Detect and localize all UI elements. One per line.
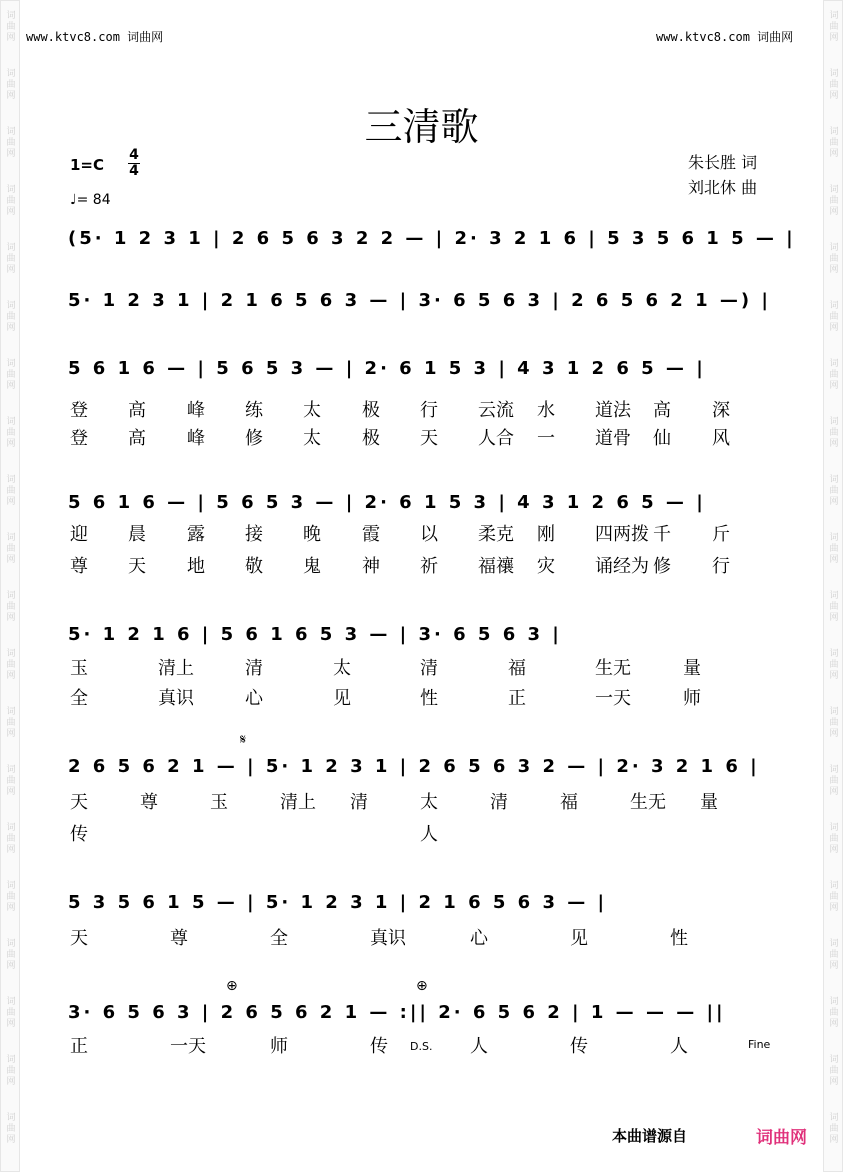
notes: 3· 6 5 6 3 | 2 6 5 6 2 1 — :|| 2· 6 5 6 2 | 1 — — — || — [68, 1002, 726, 1023]
lyric-syllable: 正 — [508, 688, 526, 709]
lyric-syllable: 人合 — [478, 428, 514, 449]
notes: 5 6 1 6 — | 5 6 5 3 — | 2· 6 1 5 3 | 4 3 1 2 6 5 — | — [68, 492, 706, 513]
lyric-syllable: 行 — [420, 400, 438, 421]
lyric-syllable: 登 — [70, 400, 88, 421]
lyric-syllable: 天 — [128, 556, 146, 577]
lyric-syllable: 高 — [128, 400, 146, 421]
lyric-syllable: 尊 — [140, 792, 158, 813]
lyric-syllable: 祈 — [420, 556, 438, 577]
time-signature — [128, 148, 140, 179]
lyric-syllable: 极 — [362, 428, 380, 449]
lyric-syllable: 福禳 — [478, 556, 514, 577]
watermark-text: 词曲网 — [829, 823, 839, 855]
segno-mark: 𝄋 — [240, 732, 247, 748]
lyric-syllable: 云流 — [478, 400, 514, 421]
watermark-text: 词曲网 — [829, 997, 839, 1029]
lyric-syllable: 地 — [187, 556, 205, 577]
lyric-syllable: 接 — [245, 524, 263, 545]
notes: 5· 1 2 3 1 | 2 1 6 5 6 3 — | 3· 6 5 6 3 | 2 6 5 6 2 1 —) | — [68, 290, 771, 311]
lyric-syllable: 行 — [712, 556, 730, 577]
lyric-syllable: 太 — [303, 428, 321, 449]
watermark-text: 词曲网 — [829, 243, 839, 275]
source-label: 本曲谱源自 — [612, 1127, 688, 1145]
ds-mark: D.S. — [410, 1040, 433, 1053]
watermark-text: 词曲网 — [6, 1055, 16, 1087]
lyric-syllable: 诵经为 — [595, 556, 649, 577]
lyric-syllable: 极 — [362, 400, 380, 421]
site-url-left[interactable]: www.ktvc8.com 词曲网 — [26, 30, 164, 44]
lyric-syllable: 道骨 — [595, 428, 631, 449]
watermark-text: 词曲网 — [829, 1113, 839, 1145]
watermark-text: 词曲网 — [829, 939, 839, 971]
lyric-syllable: 清 — [350, 792, 368, 813]
lyric-syllable: 天 — [420, 428, 438, 449]
lyric-syllable: 玉 — [70, 658, 88, 679]
lyric-syllable: 尊 — [170, 928, 188, 949]
lyric-syllable: 以 — [420, 524, 438, 545]
time-top: 4 — [129, 147, 139, 163]
lyric-syllable: 风 — [712, 428, 730, 449]
lyric-syllable: 敬 — [245, 556, 263, 577]
watermark-text: 词曲网 — [6, 417, 16, 449]
music-line-1 — [62, 220, 796, 260]
watermark-text: 词曲网 — [6, 939, 16, 971]
lyricist-credit: 朱长胜 词 — [688, 153, 758, 172]
lyrics-line-5-verse1 — [62, 654, 784, 678]
lyric-syllable: 清 — [420, 658, 438, 679]
lyric-syllable: 修 — [245, 428, 263, 449]
lyric-syllable: 量 — [700, 792, 718, 813]
lyric-syllable: 心 — [470, 928, 488, 949]
lyric-syllable: 清上 — [158, 658, 194, 679]
lyric-syllable: 高 — [653, 400, 671, 421]
watermark-text: 词曲网 — [6, 1113, 16, 1145]
lyric-syllable: 天 — [70, 928, 88, 949]
watermark-text: 词曲网 — [6, 533, 16, 565]
watermark-text: 词曲网 — [6, 765, 16, 797]
notes: 5 6 1 6 — | 5 6 5 3 — | 2· 6 1 5 3 | 4 3 1 2 6 5 — | — [68, 358, 706, 379]
lyric-syllable: 清 — [245, 658, 263, 679]
watermark-text: 词曲网 — [6, 881, 16, 913]
music-line-7 — [62, 884, 784, 924]
lyric-syllable: 清 — [490, 792, 508, 813]
lyric-syllable: 霞 — [362, 524, 380, 545]
lyric-syllable: 正 — [70, 1036, 88, 1057]
watermark-text: 词曲网 — [829, 475, 839, 507]
watermark-text: 词曲网 — [6, 127, 16, 159]
watermark-text: 词曲网 — [829, 649, 839, 681]
music-line-4 — [62, 484, 784, 524]
lyrics-line-3-verse2 — [62, 424, 784, 448]
watermark-text: 词曲网 — [829, 127, 839, 159]
lyric-syllable: 练 — [245, 400, 263, 421]
lyric-syllable: 福 — [508, 658, 526, 679]
lyric-syllable: 深 — [712, 400, 730, 421]
lyric-syllable: 人 — [470, 1036, 488, 1057]
watermark-text: 词曲网 — [6, 997, 16, 1029]
watermark-text: 词曲网 — [6, 185, 16, 217]
music-line-3 — [62, 350, 784, 390]
lyric-syllable: 传 — [70, 824, 88, 845]
lyric-syllable: 露 — [187, 524, 205, 545]
composer-credit: 刘北休 曲 — [688, 178, 758, 197]
watermark-text: 词曲网 — [6, 11, 16, 43]
time-bottom: 4 — [129, 163, 139, 179]
lyrics-line-3-verse1 — [62, 396, 784, 420]
coda-mark-2: ⊕ — [416, 978, 428, 994]
music-line-5 — [62, 616, 784, 656]
lyric-syllable: 峰 — [187, 428, 205, 449]
lyric-syllable: 太 — [303, 400, 321, 421]
watermark-text: 词曲网 — [6, 649, 16, 681]
watermark-text: 词曲网 — [6, 359, 16, 391]
music-line-6 — [62, 748, 784, 788]
watermark-text: 词曲网 — [829, 359, 839, 391]
lyric-syllable: 太 — [420, 792, 438, 813]
lyric-syllable: 高 — [128, 428, 146, 449]
lyrics-line-7-verse1 — [62, 924, 784, 948]
lyric-syllable: 性 — [420, 688, 438, 709]
lyric-syllable: 传 — [370, 1036, 388, 1057]
watermark-text: 词曲网 — [829, 881, 839, 913]
watermark-text: 词曲网 — [829, 1055, 839, 1087]
lyric-syllable: 生无 — [630, 792, 666, 813]
brand-link[interactable]: 词曲网 — [756, 1128, 807, 1148]
music-line-8 — [62, 994, 784, 1034]
lyric-syllable: 生无 — [595, 658, 631, 679]
watermark-text: 词曲网 — [829, 11, 839, 43]
tempo-value: = 84 — [76, 192, 111, 208]
lyric-syllable: 全 — [70, 688, 88, 709]
tempo-marking — [70, 192, 111, 208]
notes: (5· 1 2 3 1 | 2 6 5 6 3 2 2 — | 2· 3 2 1 6 | 5 3 5 6 1 5 — | — [68, 228, 796, 249]
left-watermark-strip — [0, 0, 20, 1172]
lyric-syllable: 玉 — [210, 792, 228, 813]
lyric-syllable: 仙 — [653, 428, 671, 449]
lyric-syllable: 性 — [670, 928, 688, 949]
lyric-syllable: 峰 — [187, 400, 205, 421]
lyric-syllable: 真识 — [370, 928, 406, 949]
song-title: 三清歌 — [364, 105, 479, 149]
watermark-text: 词曲网 — [6, 243, 16, 275]
notes: 5 3 5 6 1 5 — | 5· 1 2 3 1 | 2 1 6 5 6 3 — | — [68, 892, 608, 913]
lyrics-line-6-verse2 — [62, 820, 784, 844]
lyrics-line-5-verse2 — [62, 684, 784, 708]
lyric-syllable: 鬼 — [303, 556, 321, 577]
lyric-syllable: 人 — [420, 824, 438, 845]
lyric-syllable: 千 — [653, 524, 671, 545]
lyric-syllable: 见 — [570, 928, 588, 949]
notes: 2 6 5 6 2 1 — | 5· 1 2 3 1 | 2 6 5 6 3 2 — | 2· 3 2 1 6 | — [68, 756, 760, 777]
lyric-syllable: 清上 — [280, 792, 316, 813]
watermark-text: 词曲网 — [6, 591, 16, 623]
lyric-syllable: 师 — [270, 1036, 288, 1057]
site-url-right[interactable]: www.ktvc8.com 词曲网 — [656, 30, 794, 44]
lyric-syllable: 全 — [270, 928, 288, 949]
watermark-text: 词曲网 — [829, 69, 839, 101]
coda-mark-1: ⊕ — [226, 978, 238, 994]
watermark-text: 词曲网 — [829, 417, 839, 449]
notes: 5· 1 2 1 6 | 5 6 1 6 5 3 — | 3· 6 5 6 3 | — [68, 624, 562, 645]
lyric-syllable: 道法 — [595, 400, 631, 421]
lyric-syllable: 量 — [683, 658, 701, 679]
lyric-syllable: 柔克 — [478, 524, 514, 545]
lyric-syllable: 真识 — [158, 688, 194, 709]
right-watermark-strip — [823, 0, 843, 1172]
watermark-text: 词曲网 — [6, 69, 16, 101]
watermark-text: 词曲网 — [829, 533, 839, 565]
watermark-text: 词曲网 — [6, 475, 16, 507]
lyric-syllable: 四两拨 — [595, 524, 649, 545]
watermark-text: 词曲网 — [829, 591, 839, 623]
watermark-text: 词曲网 — [829, 765, 839, 797]
watermark-text: 词曲网 — [6, 707, 16, 739]
lyric-syllable: 天 — [70, 792, 88, 813]
lyric-syllable: 斤 — [712, 524, 730, 545]
lyric-syllable: 晨 — [128, 524, 146, 545]
watermark-text: 词曲网 — [6, 301, 16, 333]
lyric-syllable: 一天 — [595, 688, 631, 709]
lyric-syllable: 一 — [537, 428, 555, 449]
lyric-syllable: 修 — [653, 556, 671, 577]
lyric-syllable: 水 — [537, 400, 555, 421]
lyric-syllable: 登 — [70, 428, 88, 449]
lyrics-line-4-verse2 — [62, 552, 784, 576]
watermark-text: 词曲网 — [829, 707, 839, 739]
lyric-syllable: 太 — [333, 658, 351, 679]
lyric-syllable: 尊 — [70, 556, 88, 577]
watermark-text: 词曲网 — [829, 301, 839, 333]
fine-mark: Fine — [748, 1038, 771, 1051]
quarter-note-icon: ♩ — [70, 192, 77, 208]
lyric-syllable: 晚 — [303, 524, 321, 545]
lyric-syllable: 见 — [333, 688, 351, 709]
watermark-text: 词曲网 — [6, 823, 16, 855]
lyric-syllable: 刚 — [537, 524, 555, 545]
lyric-syllable: 一天 — [170, 1036, 206, 1057]
music-line-2 — [62, 282, 784, 322]
watermark-text: 词曲网 — [829, 185, 839, 217]
lyric-syllable: 福 — [560, 792, 578, 813]
lyric-syllable: 传 — [570, 1036, 588, 1057]
lyrics-line-4-verse1 — [62, 520, 784, 544]
lyric-syllable: 心 — [245, 688, 263, 709]
lyric-syllable: 神 — [362, 556, 380, 577]
lyric-syllable: 灾 — [537, 556, 555, 577]
lyric-syllable: 迎 — [70, 524, 88, 545]
lyric-syllable: 师 — [683, 688, 701, 709]
lyrics-line-6-verse1 — [62, 788, 784, 812]
key-signature: 1=C — [70, 156, 105, 174]
lyric-syllable: 人 — [670, 1036, 688, 1057]
